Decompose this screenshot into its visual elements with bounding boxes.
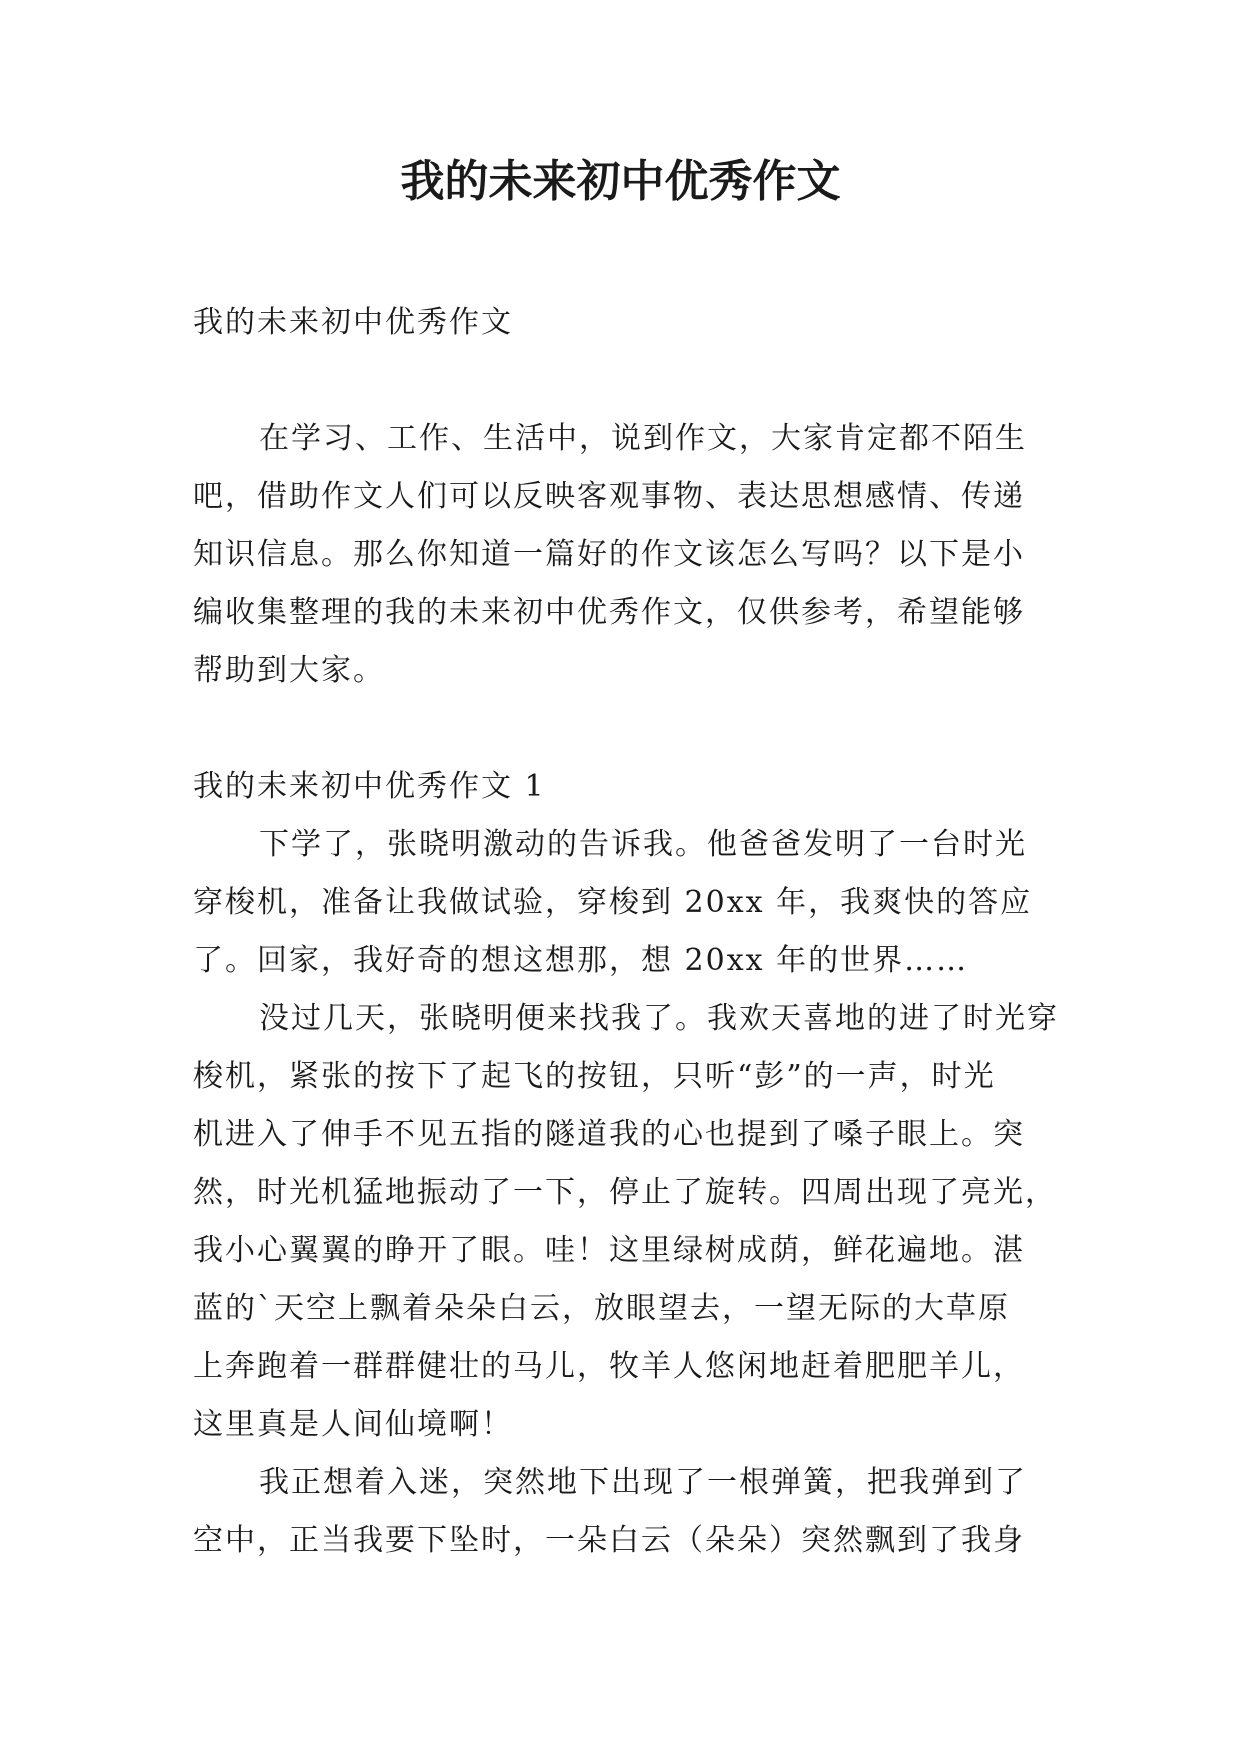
intro-line: 编收集整理的我的未来初中优秀作文，仅供参考，希望能够	[193, 595, 1025, 630]
intro-line: 帮助到大家。	[193, 653, 385, 688]
paragraph-line: 了。回家，我好奇的想这想那，想 20xx 年的世界……	[193, 943, 969, 978]
document-title: 我的未来初中优秀作文	[400, 156, 841, 207]
paragraph-line: 机进入了伸手不见五指的隧道我的心也提到了嗓子眼上。突	[193, 1117, 1025, 1152]
paragraph-line: 然，时光机猛地振动了一下，停止了旋转。四周出现了亮光，	[193, 1175, 1057, 1210]
paragraph-line: 穿梭机，准备让我做试验，穿梭到 20xx 年，我爽快的答应	[193, 885, 1033, 920]
blank-line	[193, 700, 1063, 758]
paragraph-line: 我正想着入迷，突然地下出现了一根弹簧，把我弹到了	[259, 1465, 1027, 1500]
blank-line	[193, 352, 1063, 410]
paragraph-line: 梭机，紧张的按下了起飞的按钮，只听“彭”的一声，时光	[193, 1059, 996, 1094]
paragraph-line: 上奔跑着一群群健壮的马儿，牧羊人悠闲地赶着肥肥羊儿，	[193, 1349, 1025, 1384]
intro-line: 在学习、工作、生活中，说到作文，大家肯定都不陌生	[259, 421, 1027, 456]
paragraph-line: 空中，正当我要下坠时，一朵白云（朵朵）突然飘到了我身	[193, 1523, 1025, 1558]
section-heading: 我的未来初中优秀作文 1	[193, 769, 546, 804]
paragraph-line: 没过几天，张晓明便来找我了。我欢天喜地的进了时光穿	[259, 1001, 1059, 1036]
document-subtitle: 我的未来初中优秀作文	[193, 305, 513, 340]
paragraph-line: 我小心翼翼的睁开了眼。哇！这里绿树成荫，鲜花遍地。湛	[193, 1233, 1025, 1268]
paragraph-line: 蓝的`天空上飘着朵朵白云，放眼望去，一望无际的大草原	[193, 1291, 1010, 1326]
paragraph-line: 这里真是人间仙境啊！	[193, 1407, 513, 1442]
intro-line: 吧，借助作文人们可以反映客观事物、表达思想感情、传递	[193, 479, 1025, 514]
intro-line: 知识信息。那么你知道一篇好的作文该怎么写吗？以下是小	[193, 537, 1025, 572]
document-body	[193, 294, 1063, 1570]
paragraph-line: 下学了，张晓明激动的告诉我。他爸爸发明了一台时光	[259, 827, 1027, 862]
